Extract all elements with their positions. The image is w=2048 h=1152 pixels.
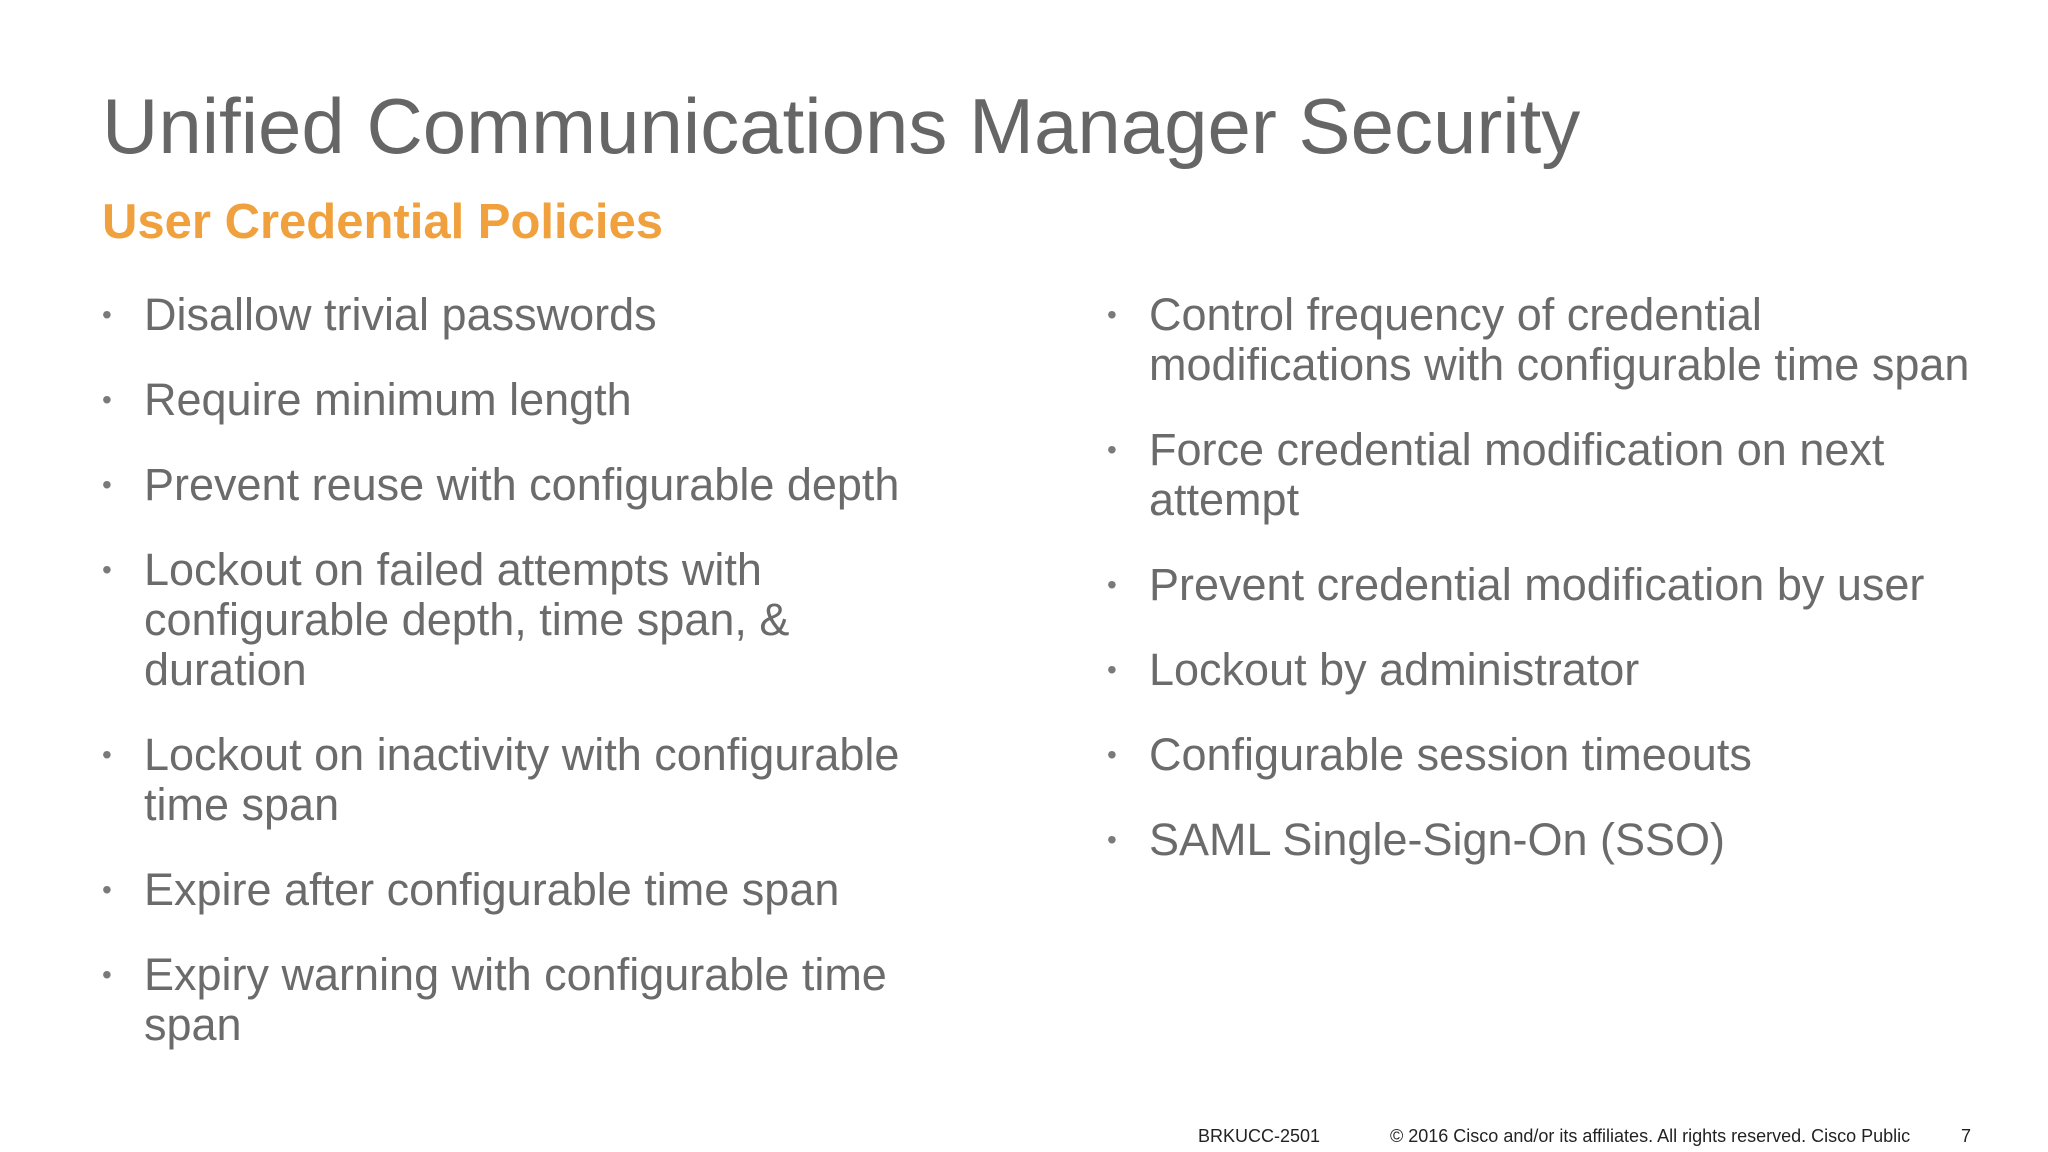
bullet-dot-icon: • (102, 384, 112, 415)
bullet-dot-icon: • (1107, 654, 1117, 685)
bullet-item (1107, 815, 1977, 865)
bullet-text: Control frequency of credential modifications with configurable time span (1149, 289, 1970, 390)
bullet-item (1107, 645, 1977, 695)
bullet-text: Force credential modification on next attempt (1149, 424, 1885, 525)
footer-copyright: © 2016 Cisco and/or its affiliates. All rights reserved. Cisco Public (1390, 1126, 1911, 1146)
bullet-item (102, 950, 962, 1050)
bullet-dot-icon: • (102, 874, 112, 905)
bullet-item (1107, 425, 1977, 525)
bullet-dot-icon: • (102, 554, 112, 585)
footer-session-code: BRKUCC-2501 (1198, 1126, 1321, 1146)
bullet-dot-icon: • (1107, 434, 1117, 465)
slide-subtitle: User Credential Policies (102, 195, 664, 249)
bullet-item (1107, 290, 1977, 390)
bullet-text: Configurable session timeouts (1149, 729, 1752, 780)
bullet-dot-icon: • (1107, 299, 1117, 330)
bullet-text: Expiry warning with configurable time span (144, 949, 887, 1050)
bullet-item (102, 290, 962, 340)
bullet-text: Require minimum length (144, 374, 632, 425)
bullet-dot-icon: • (1107, 739, 1117, 770)
bullet-dot-icon: • (102, 299, 112, 330)
bullet-dot-icon: • (102, 469, 112, 500)
bullet-dot-icon: • (1107, 824, 1117, 855)
bullet-text: SAML Single-Sign-On (SSO) (1149, 814, 1726, 865)
bullet-dot-icon: • (102, 959, 112, 990)
bullet-text: Expire after configurable time span (144, 864, 840, 915)
bullet-item (102, 865, 962, 915)
bullet-item (102, 375, 962, 425)
bullet-dot-icon: • (102, 739, 112, 770)
bullet-text: Prevent credential modification by user (1149, 559, 1925, 610)
bullet-text: Lockout on failed attempts with configurable depth, time span, & duration (144, 544, 790, 695)
bullet-text: Disallow trivial passwords (144, 289, 657, 340)
footer-page-number: 7 (1961, 1126, 1972, 1146)
bullet-text: Lockout on inactivity with configurable time span (144, 729, 900, 830)
bullet-item (1107, 560, 1977, 610)
left-bullet-list (102, 290, 962, 1085)
bullet-text: Prevent reuse with configurable depth (144, 459, 900, 510)
bullet-item (102, 730, 962, 830)
bullet-item (1107, 730, 1977, 780)
bullet-text: Lockout by administrator (1149, 644, 1640, 695)
slide-title: Unified Communications Manager Security (102, 82, 1581, 170)
bullet-item (102, 460, 962, 510)
bullet-dot-icon: • (1107, 569, 1117, 600)
bullet-item (102, 545, 962, 695)
right-bullet-list (1107, 290, 1977, 900)
